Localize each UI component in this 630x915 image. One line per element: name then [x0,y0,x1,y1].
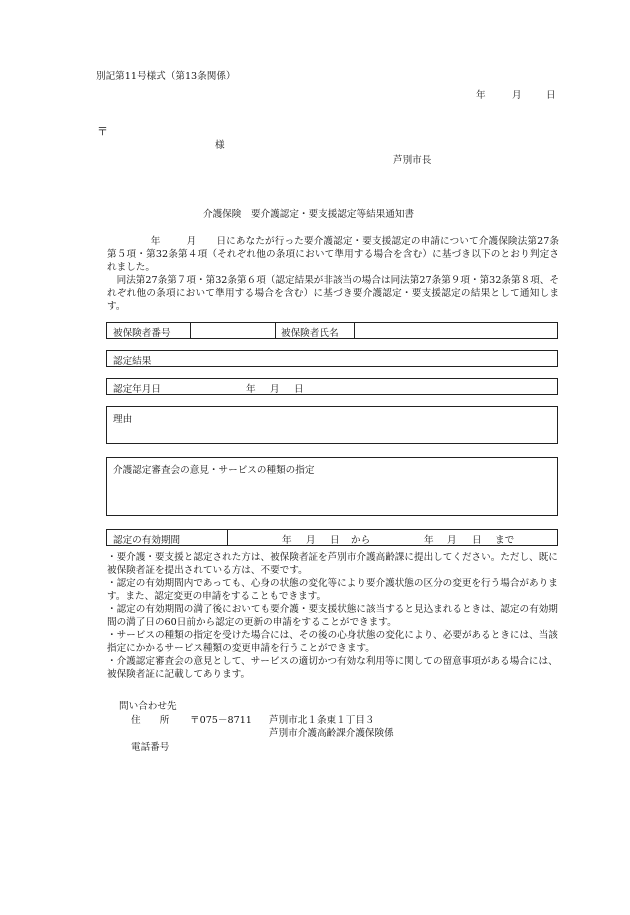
validity-row [106,529,558,546]
intro-paragraph-1 [107,235,559,274]
insured-number-label: 被保険者番号 [113,328,171,339]
validity-from-day: 日 [330,535,340,546]
validity-from-month: 月 [306,535,316,546]
contact-department: 芦別市介護高齢課介護保険係 [269,728,394,739]
validity-to-month: 月 [447,535,457,546]
issuer-name: 芦別市長 [393,155,432,166]
divider [227,530,228,545]
intro-text-1: 日にあなたが行った要介護認定・要支援認定の申請について介護保険法第27条第５項・第32条第４項（それぞれ他の条項において準用する場合を含む）に基づき以下のとおり判定されました。 [107,236,560,273]
insured-name-label: 被保険者氏名 [281,328,339,339]
contact-address: 芦別市北１条東１丁目３ [269,715,375,726]
opinion-box [106,457,558,516]
reason-label: 理由 [113,414,133,425]
cert-date-day: 日 [294,384,304,395]
contact-heading: 問い合わせ先 [119,701,177,712]
validity-label: 認定の有効期間 [113,535,181,546]
note-item: ・要介護・要支援と認定された方は、被保険者証を芦別市介護高齢課に提出してください。ただし、既に被保険者証を提出されている方は、不要です。 [107,552,558,576]
intro-month: 月 [186,236,197,247]
cert-date-label: 認定年月日 [113,384,161,395]
validity-from-year: 年 [282,535,292,546]
cert-date-month: 月 [270,384,280,395]
date-year-label: 年 [476,90,486,101]
notes-list [107,551,567,681]
insured-info-row [106,322,558,339]
divider [190,323,191,338]
contact-address-label: 住 所 [131,715,170,726]
note-item: ・サービスの種類の指定を受けた場合には、その後の心身状態の変化により、必要があるときには、当該指定にかかるサービス種類の変更申請を行うことができます。 [107,630,558,654]
intro-paragraph-2: 同法第27条第７項・第32条第６項（認定結果が非該当の場合は同法第27条第９項・第32条第８項、それぞれ他の条項において準用する場合を含む）に基づき要介護認定・要支援認定の結果として通知します。 [107,275,559,312]
note-item: ・介護認定審査会の意見として、サービスの適切かつ有効な利用等に関しての留意事項がある場合には、被保険者証に記載してあります。 [107,656,558,680]
form-number-label: 別記第11号様式（第13条関係） [96,71,236,82]
note-item: ・認定の有効期間の満了後においても要介護・要支援状態に該当すると見込まれるときは、認定の有効期間の満了日の60日前から認定の更新の申請をすることができます。 [107,604,558,628]
contact-postal: 〒075－8711 [190,715,252,726]
cert-result-row [106,350,558,367]
reason-box [106,406,558,444]
validity-to-word: まで [495,535,515,546]
cert-date-row [106,378,558,395]
validity-to-day: 日 [472,535,482,546]
honorific-sama: 様 [215,140,225,151]
contact-phone-label: 電話番号 [131,742,170,753]
cert-date-year: 年 [246,384,256,395]
date-month-label: 月 [512,90,522,101]
divider [275,323,276,338]
document-title: 介護保険 要介護認定・要支援認定等結果通知書 [203,209,415,220]
postal-mark: 〒 [97,125,108,138]
cert-result-label: 認定結果 [113,356,152,367]
validity-from-word: から [351,535,371,546]
note-item: ・認定の有効期間内であっても、心身の状態の変化等により要介護状態の区分の変更を行う場合があります。また、認定変更の申請をすることもできます。 [107,578,558,602]
divider [354,323,355,338]
date-day-label: 日 [546,90,556,101]
validity-to-year: 年 [424,535,434,546]
opinion-label: 介護認定審査会の意見・サービスの種類の指定 [113,465,315,476]
intro-year: 年 [150,236,161,247]
